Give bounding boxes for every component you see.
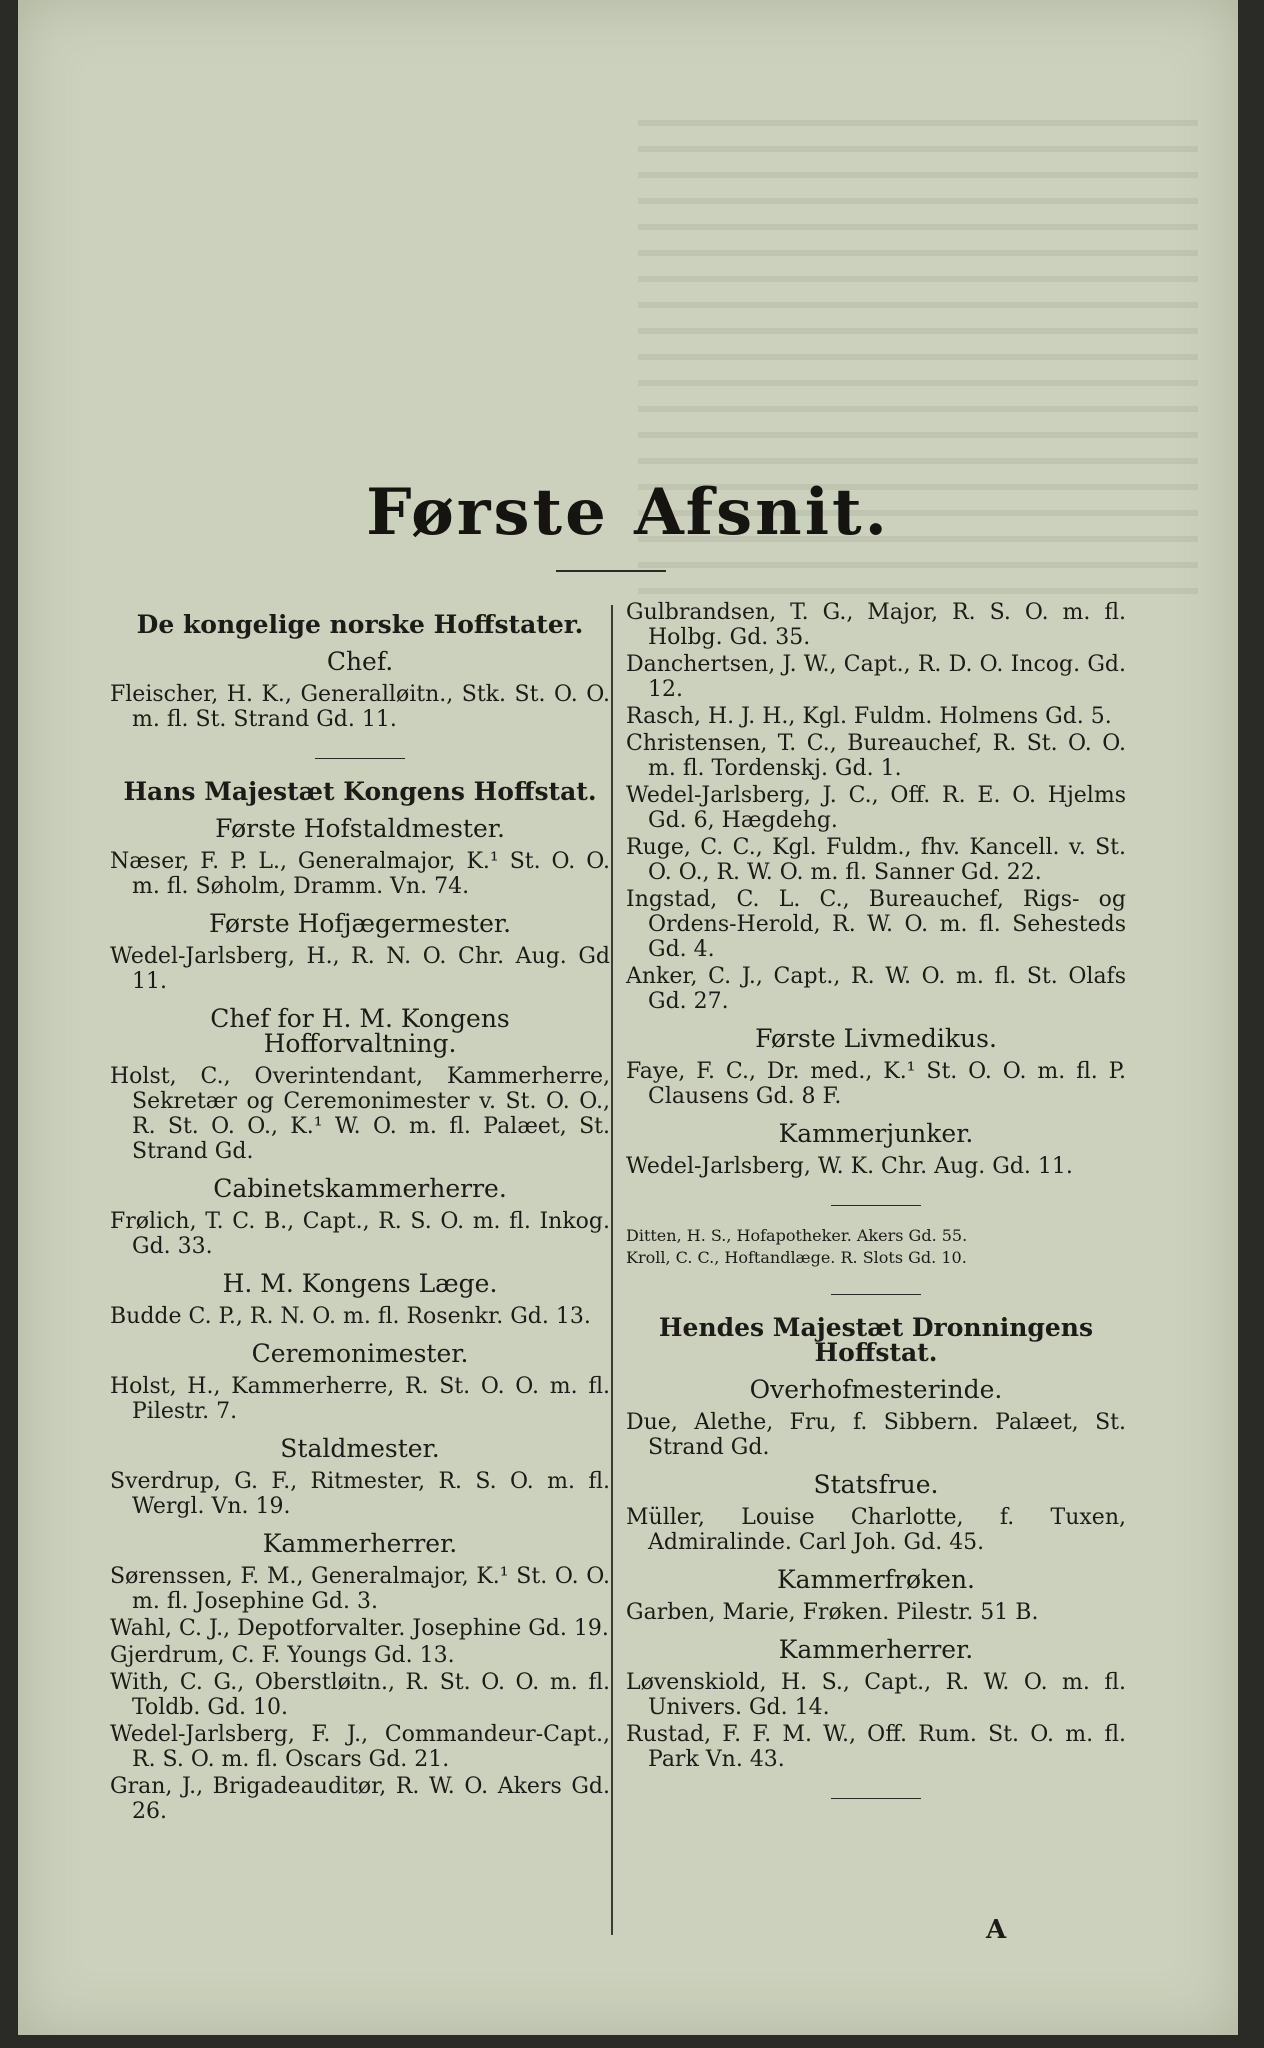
list-entry: Holst, H., Kammerherre, R. St. O. O. m. fl. Pilestr. 7.: [110, 1374, 610, 1424]
small-entry: Kroll, C. C., Hoftandlæge. R. Slots Gd. 10.: [626, 1248, 967, 1267]
list-entry: Due, Alethe, Fru, f. Sibbern. Palæet, St. Strand Gd.: [626, 1410, 1126, 1460]
column-divider: [611, 605, 613, 1935]
section-rule: [831, 1798, 921, 1799]
list-entry: Ingstad, C. L. C., Bureauchef, Rigs- og Ordens-Herold, R. W. O. m. fl. Sehesteds Gd. 4.: [626, 887, 1126, 962]
page-title: Første Afsnit.: [366, 475, 890, 550]
sub-heading: Chef for H. M. Kongens Hofforvaltning.: [210, 1004, 510, 1058]
sub-heading: H. M. Kongens Læge.: [222, 1269, 498, 1298]
section-rule: [315, 758, 405, 759]
section-heading: Hans Majestæt Kongens Hoffstat.: [123, 777, 597, 806]
list-entry: Garben, Marie, Frøken. Pilestr. 51 B.: [626, 1600, 1039, 1625]
list-entry: Müller, Louise Charlotte, f. Tuxen, Admiralinde. Carl Joh. Gd. 45.: [626, 1505, 1126, 1555]
sub-heading: Staldmester.: [280, 1434, 440, 1463]
page: [18, 0, 1238, 2035]
sub-heading: Cabinetskammerherre.: [213, 1174, 507, 1203]
small-entry: Ditten, H. S., Hofapotheker. Akers Gd. 55.: [626, 1226, 968, 1245]
section-heading: De kongelige norske Hoffstater.: [136, 610, 584, 639]
list-entry: Wedel-Jarlsberg, J. C., Off. R. E. O. Hjelms Gd. 6, Hægdehg.: [626, 783, 1126, 833]
list-entry: Rasch, H. J. H., Kgl. Fuldm. Holmens Gd. 5.: [626, 704, 1112, 729]
list-entry: Wedel-Jarlsberg, H., R. N. O. Chr. Aug. Gd 11.: [110, 944, 610, 994]
list-entry: Sørenssen, F. M., Generalmajor, K.¹ St. O. O. m. fl. Josephine Gd. 3.: [110, 1564, 610, 1614]
sub-heading: Ceremonimester.: [251, 1339, 469, 1368]
list-entry: Wahl, C. J., Depotforvalter. Josephine Gd. 19.: [110, 1616, 609, 1641]
sub-heading: Statsfrue.: [813, 1470, 939, 1499]
section-rule: [831, 1294, 921, 1295]
list-entry: Danchertsen, J. W., Capt., R. D. O. Incog. Gd. 12.: [626, 652, 1126, 702]
list-entry: Sverdrup, G. F., Ritmester, R. S. O. m. fl. Wergl. Vn. 19.: [110, 1469, 610, 1519]
sub-heading: Kammerfrøken.: [777, 1565, 975, 1594]
list-entry: Rustad, F. F. M. W., Off. Rum. St. O. m. fl. Park Vn. 43.: [626, 1722, 1126, 1772]
list-entry: With, C. G., Oberstløitn., R. St. O. O. m. fl. Toldb. Gd. 10.: [110, 1670, 610, 1720]
signature-mark: A: [986, 1915, 1007, 1945]
list-entry: Gran, J., Brigadeauditør, R. W. O. Akers Gd. 26.: [110, 1774, 610, 1824]
sub-heading: Kammerherrer.: [262, 1529, 458, 1558]
list-entry: Gjerdrum, C. F. Youngs Gd. 13.: [110, 1643, 455, 1668]
list-entry: Budde C. P., R. N. O. m. fl. Rosenkr. Gd. 13.: [110, 1304, 591, 1329]
sub-heading: Chef.: [326, 647, 394, 676]
list-entry: Faye, F. C., Dr. med., K.¹ St. O. O. m. fl. P. Clausens Gd. 8 F.: [626, 1059, 1126, 1109]
sub-heading: Kammerherrer.: [778, 1635, 974, 1664]
sub-heading: Kammerjunker.: [778, 1119, 974, 1148]
list-entry: Christensen, T. C., Bureauchef, R. St. O. O. m. fl. Tordenskj. Gd. 1.: [626, 731, 1126, 781]
list-entry: Næser, F. P. L., Generalmajor, K.¹ St. O. O. m. fl. Søholm, Dramm. Vn. 74.: [110, 849, 610, 899]
list-entry: Wedel-Jarlsberg, F. J., Commandeur-Capt., R. S. O. m. fl. Oscars Gd. 21.: [110, 1722, 610, 1772]
sub-heading: Første Hofjægermester.: [208, 909, 512, 938]
right-column: [626, 600, 1126, 1819]
sub-heading: Første Hofstaldmester.: [215, 814, 505, 843]
list-entry: Ruge, C. C., Kgl. Fuldm., fhv. Kancell. v. St. O. O., R. W. O. m. fl. Sanner Gd. 22.: [626, 835, 1126, 885]
section-rule: [831, 1205, 921, 1206]
sub-heading: Første Livmedikus.: [755, 1024, 997, 1053]
section-heading: Hendes Majestæt Dronningens Hoffstat.: [658, 1313, 1094, 1367]
left-column: [110, 600, 610, 1826]
sub-heading: Overhofmesterinde.: [749, 1375, 1003, 1404]
list-entry: Fleischer, H. K., Generalløitn., Stk. St. O. O. m. fl. St. Strand Gd. 11.: [110, 682, 610, 732]
list-entry: Anker, C. J., Capt., R. W. O. m. fl. St. Olafs Gd. 27.: [626, 964, 1126, 1014]
list-entry: Holst, C., Overintendant, Kammerherre, Sekretær og Ceremonimester v. St. O. O., R. St. O. O., K.¹ W. O. m. fl. Palæet, St. Strand Gd.: [110, 1064, 610, 1164]
list-entry: Løvenskiold, H. S., Capt., R. W. O. m. fl. Univers. Gd. 14.: [626, 1670, 1126, 1720]
title-rule: [556, 570, 666, 572]
list-entry: Gulbrandsen, T. G., Major, R. S. O. m. fl. Holbg. Gd. 35.: [626, 600, 1126, 650]
list-entry: Frølich, T. C. B., Capt., R. S. O. m. fl. Inkog. Gd. 33.: [110, 1209, 610, 1259]
list-entry: Wedel-Jarlsberg, W. K. Chr. Aug. Gd. 11.: [626, 1154, 1073, 1179]
